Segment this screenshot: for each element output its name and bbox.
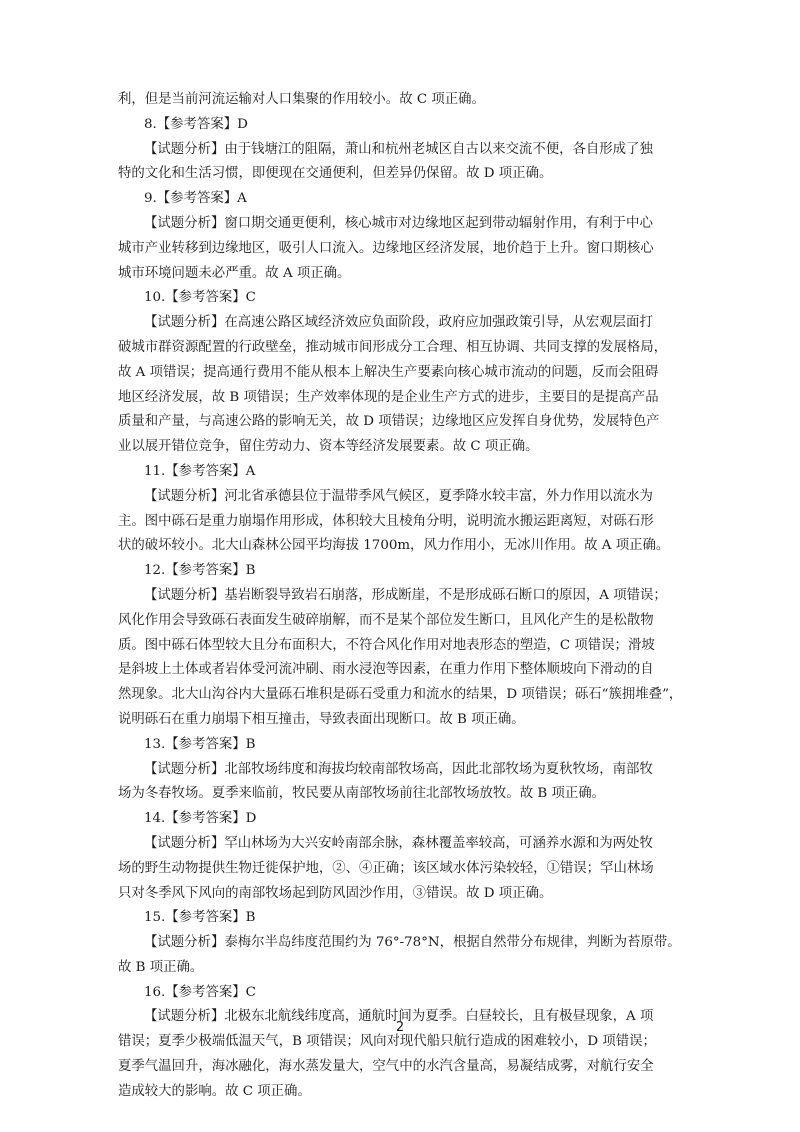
answer-heading: 8.【参考答案】D <box>144 116 248 132</box>
analysis-paragraph: 【试题分析】泰梅尔半岛纬度范围约为 76°-78°N，根据自然带分布规律，判断为苔原带。 <box>144 935 681 951</box>
text-line: 说明砾石在重力崩塌下相互撞击，导致表面出现断口。故 B 项正确。 <box>118 711 525 727</box>
analysis-paragraph: 【试题分析】北极东北航线纬度高，通航时间为夏季。白昼较长，且有极昼现象，A 项 <box>144 1009 654 1025</box>
text-line: 夏季气温回升，海冰融化，海水蒸发量大，空气中的水汽含量高，易凝结成雾，对航行安全 <box>118 1059 654 1075</box>
text-line: 破城市群资源配置的行政壁垒，推动城市间形成分工合理、相互协调、共同支撑的发展格局， <box>118 339 668 355</box>
analysis-paragraph: 【试题分析】罕山林场为大兴安岭南部余脉，森林覆盖率较高，可涵养水源和为两处牧 <box>144 835 653 851</box>
answer-analysis-text <box>118 88 690 1105</box>
analysis-paragraph: 【试题分析】由于钱塘江的阻隔，萧山和杭州老城区自古以来交流不便，各自形成了独 <box>144 141 653 157</box>
text-line: 场的野生动物提供生物迁徙保护地，②、④正确；该区域水体污染较轻，①错误；罕山林场 <box>118 860 654 876</box>
analysis-paragraph: 【试题分析】基岩断裂导致岩石崩落，形成断崖，不是形成砾石断口的原因，A 项错误； <box>144 587 667 603</box>
analysis-paragraph: 【试题分析】北部牧场纬度和海拔均较南部牧场高，因此北部牧场为夏秋牧场，南部牧 <box>144 761 653 777</box>
page-number: 2 <box>395 1020 405 1035</box>
text-line: 场为冬春牧场。夏季来临前，牧民要从南部牧场前往北部牧场放牧。故 B 项正确。 <box>118 786 606 802</box>
answer-heading: 15.【参考答案】B <box>144 910 256 926</box>
text-line: 特的文化和生活习惯，即便现在交通便利，但差异仍保留。故 D 项正确。 <box>118 166 553 182</box>
text-line: 主。图中砾石是重力崩塌作用形成，体积较大且棱角分明，说明流水搬运距离短，对砾石形 <box>118 513 654 529</box>
text-line: 是斜坡上土体或者岩体受河流冲刷、雨水浸泡等因素，在重力作用下整体顺坡向下滑动的自 <box>118 662 654 678</box>
text-line: 故 A 项错误；提高通行费用不能从根本上解决生产要素向核心城市流动的问题，反而会阻碍 <box>118 364 659 380</box>
text-line: 质。图中砾石体型较大且分布面积大，不符合风化作用对地表形态的塑造，C 项错误；滑坡 <box>118 637 655 653</box>
analysis-paragraph: 【试题分析】河北省承德县位于温带季风气候区，夏季降水较丰富，外力作用以流水为 <box>144 488 653 504</box>
text-line: 城市产业转移到边缘地区，吸引人口流入。边缘地区经济发展，地价趋于上升。窗口期核心 <box>118 240 654 256</box>
text-line: 然现象。北大山沟谷内大量砾石堆积是砾石受重力和流水的结果，D 项错误；砾石“簇拥堆叠”， <box>118 687 683 703</box>
text-line: 城市环境问题未必严重。故 A 项正确。 <box>118 265 351 281</box>
answer-heading: 9.【参考答案】A <box>144 191 247 207</box>
text-line: 业以展开错位竞争，留住劳动力、资本等经济发展要素。故 C 项正确。 <box>118 439 539 455</box>
analysis-paragraph: 【试题分析】在高速公路区域经济效应负面阶段，政府应加强政策引导，从宏观层面打 <box>144 315 653 331</box>
answer-heading: 16.【参考答案】C <box>144 984 256 1000</box>
text-line: 质量和产量，与高速公路的影响无关，故 D 项错误；边缘地区应发挥自身优势，发展特色产 <box>118 414 660 430</box>
text-line: 风化作用会导致砾石表面发生破碎崩解，而不是某个部位发生断口，且风化产生的是松散物 <box>118 612 654 628</box>
answer-heading: 10.【参考答案】C <box>144 290 256 306</box>
text-line: 利，但是当前河流运输对人口集聚的作用较小。故 C 项正确。 <box>118 92 485 107</box>
text-line: 地区经济发展，故 B 项错误；生产效率体现的是企业生产方式的进步，主要目的是提高产品 <box>118 389 659 405</box>
analysis-paragraph: 【试题分析】窗口期交通更便利，核心城市对边缘地区起到带动辐射作用，有利于中心 <box>144 215 653 231</box>
text-line: 造成较大的影响。故 C 项正确。 <box>118 1083 311 1099</box>
text-line: 故 B 项正确。 <box>118 959 204 975</box>
answer-heading: 11.【参考答案】A <box>144 463 256 479</box>
answer-heading: 12.【参考答案】B <box>144 563 256 579</box>
text-line: 只对冬季风下风向的南部牧场起到防风固沙作用，③错误。故 D 项正确。 <box>118 885 553 901</box>
text-line: 错误；夏季少极端低温天气，B 项错误；风向对现代船只航行造成的困难较小，D 项错误； <box>118 1034 656 1050</box>
text-line: 状的破坏较小。北大山森林公园平均海拔 1700m，风力作用小，无冰川作用。故 A 项正确。 <box>118 538 670 554</box>
answer-heading: 13.【参考答案】B <box>144 736 256 752</box>
answer-heading: 14.【参考答案】D <box>144 811 257 827</box>
